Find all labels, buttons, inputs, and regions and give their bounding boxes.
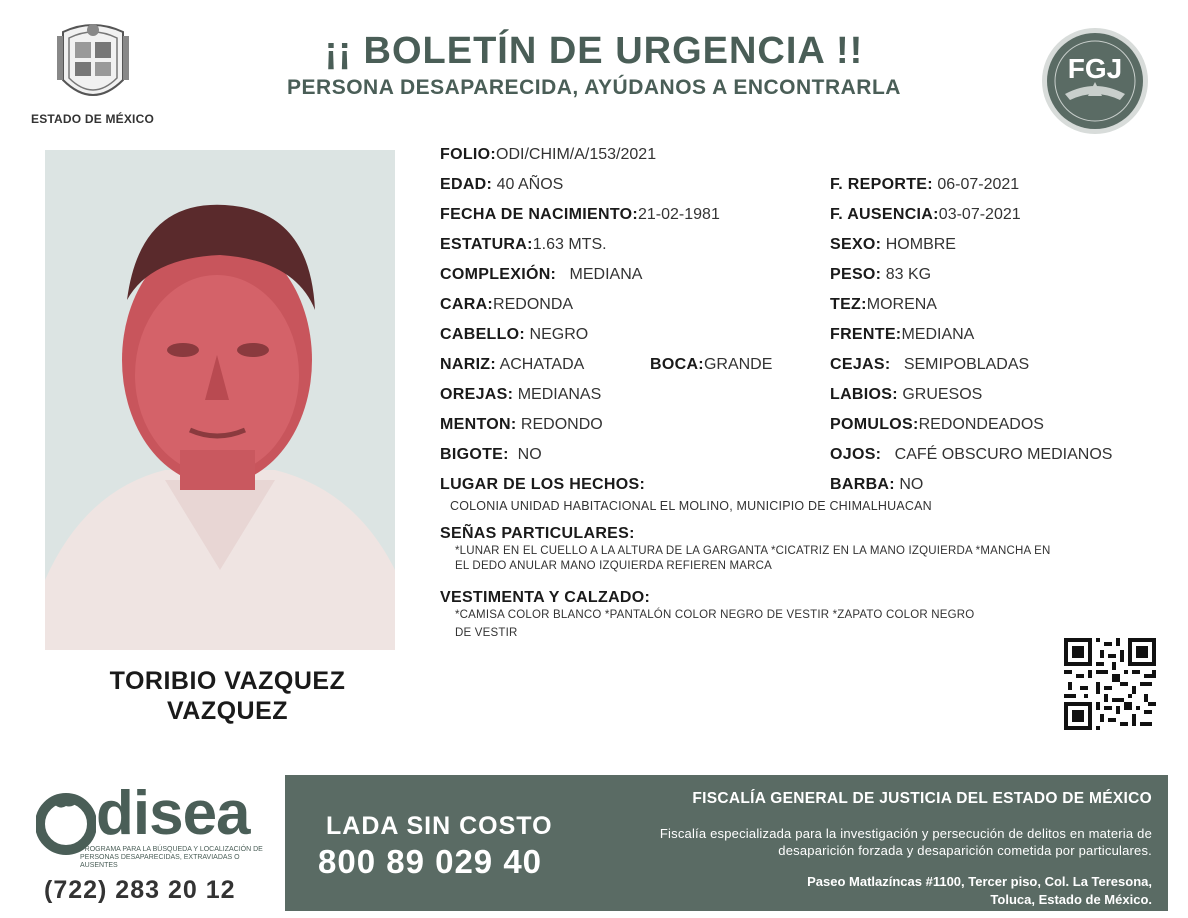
field-barba [830, 475, 923, 495]
pomulos-value: REDONDEADOS [918, 416, 1044, 433]
field-folio [440, 145, 656, 165]
cejas-value: SEMIPOBLADAS [903, 356, 1030, 373]
lugar-value: COLONIA UNIDAD HABITACIONAL EL MOLINO, MUNICIPIO DE CHIMALHUACAN [450, 499, 932, 513]
field-sexo [830, 235, 956, 255]
odisea-program-text: PROGRAMA PARA LA BÚSQUEDA Y LOCALIZACIÓN DE PERSONAS DESAPARECIDAS, EXTRAVIADAS O AUSENTES [80, 846, 263, 869]
folio-label: FOLIO: [440, 146, 497, 163]
qr-code-icon [1064, 638, 1156, 730]
labios-label: LABIOS: [830, 386, 898, 403]
qr-code[interactable] [1064, 638, 1156, 730]
nariz-label: NARIZ: [440, 356, 497, 373]
ojos-label: OJOS: [830, 446, 882, 463]
fgj-description: Fiscalía especializada para la investigación y persecución de delitos en materia de desaparición forzada y desaparición cometida por particulares. [659, 826, 1152, 858]
field-fecha-nacimiento [440, 205, 720, 225]
address-line1: Paseo Matlazíncas #1100, Tercer piso, Col. La Teresona, [807, 874, 1152, 889]
senas-line2: EL DEDO ANULAR MANO IZQUIERDA REFIEREN MARCA [455, 560, 773, 572]
fgj-seal [1040, 26, 1150, 136]
field-lugar [440, 475, 645, 495]
person-name-line2: VAZQUEZ [166, 697, 289, 725]
edad-value: 40 AÑOS [496, 176, 564, 193]
person-name-line1: TORIBIO VAZQUEZ [109, 667, 346, 695]
pomulos-label: POMULOS: [830, 416, 919, 433]
fecha-nacimiento-label: FECHA DE NACIMIENTO: [440, 206, 638, 223]
vestimenta-line2: DE VESTIR [455, 627, 518, 639]
f-ausencia-label: F. AUSENCIA: [830, 206, 939, 223]
nariz-value: ACHATADA [499, 356, 585, 373]
field-edad [440, 175, 563, 195]
field-ojos [830, 445, 1112, 465]
field-labios [830, 385, 982, 405]
barba-value: NO [899, 476, 924, 493]
odisea-wordmark: disea [96, 779, 250, 848]
person-name [45, 666, 410, 726]
menton-label: MENTON: [440, 416, 517, 433]
f-reporte-value: 06-07-2021 [937, 176, 1020, 193]
folio-value: ODI/CHIM/A/153/2021 [496, 146, 657, 163]
estatura-label: ESTATURA: [440, 236, 533, 253]
labios-value: GRUESOS [902, 386, 983, 403]
frente-value: MEDIANA [901, 326, 975, 343]
field-estatura [440, 235, 607, 255]
toll-free-number[interactable]: 800 89 029 40 [318, 843, 543, 880]
estatura-value: 1.63 MTS. [532, 236, 607, 253]
tez-value: MORENA [866, 296, 937, 313]
barba-label: BARBA: [830, 476, 895, 493]
menton-value: REDONDO [520, 416, 603, 433]
orejas-value: MEDIANAS [517, 386, 602, 403]
fecha-nacimiento-value: 21-02-1981 [638, 206, 720, 223]
complexion-value: MEDIANA [569, 266, 643, 283]
field-tez [830, 295, 937, 315]
orejas-label: OREJAS: [440, 386, 514, 403]
peso-value: 83 KG [885, 266, 932, 283]
person-portrait-icon [45, 150, 395, 650]
f-reporte-label: F. REPORTE: [830, 176, 933, 193]
field-cejas [830, 355, 1029, 375]
fgj-address [682, 873, 1152, 909]
address-line2: Toluca, Estado de México. [990, 892, 1152, 907]
senas-label: SEÑAS PARTICULARES: [440, 525, 635, 542]
ojos-value: CAFÉ OBSCURO MEDIANOS [894, 446, 1113, 463]
lugar-label: LUGAR DE LOS HECHOS: [440, 476, 646, 493]
fgj-seal-icon [1040, 26, 1150, 136]
boca-label: BOCA: [650, 356, 704, 373]
boca-value: GRANDE [703, 356, 773, 373]
bulletin-title: ¡¡ BOLETÍN DE URGENCIA !! [324, 30, 864, 72]
frente-label: FRENTE: [830, 326, 902, 343]
state-caption: ESTADO DE MÉXICO [31, 112, 154, 126]
field-complexion [440, 265, 642, 285]
field-orejas [440, 385, 601, 405]
field-bigote [440, 445, 542, 465]
cabello-label: CABELLO: [440, 326, 526, 343]
missing-person-photo [45, 150, 395, 650]
cara-label: CARA: [440, 296, 494, 313]
complexion-label: COMPLEXIÓN: [440, 266, 557, 283]
bigote-label: BIGOTE: [440, 446, 509, 463]
field-cara [440, 295, 573, 315]
odisea-phone[interactable]: (722) 283 20 12 [44, 876, 236, 904]
f-ausencia-value: 03-07-2021 [938, 206, 1021, 223]
field-peso [830, 265, 931, 285]
bigote-value: NO [517, 446, 542, 463]
cabello-value: NEGRO [529, 326, 589, 343]
fgj-logo-text: FGJ [1067, 53, 1123, 84]
field-cabello [440, 325, 588, 345]
tez-label: TEZ: [830, 296, 867, 313]
field-boca [650, 355, 772, 375]
field-frente [830, 325, 974, 345]
field-nariz [440, 355, 584, 375]
bulletin-subtitle: PERSONA DESAPARECIDA, AYÚDANOS A ENCONTRARLA [287, 76, 901, 99]
cara-value: REDONDA [493, 296, 574, 313]
sexo-value: HOMBRE [885, 236, 956, 253]
edad-label: EDAD: [440, 176, 493, 193]
fgj-name: FISCALÍA GENERAL DE JUSTICIA DEL ESTADO DE MÉXICO [692, 790, 1152, 807]
field-pomulos [830, 415, 1044, 435]
peso-label: PESO: [830, 266, 882, 283]
toll-free-label: LADA SIN COSTO [326, 812, 553, 840]
vestimenta-label: VESTIMENTA Y CALZADO: [440, 589, 651, 606]
field-menton [440, 415, 603, 435]
senas-line1: *LUNAR EN EL CUELLO A LA ALTURA DE LA GARGANTA *CICATRIZ EN LA MANO IZQUIERDA *MANCHA EN [455, 545, 1051, 557]
field-f-ausencia [830, 205, 1021, 225]
cejas-label: CEJAS: [830, 356, 891, 373]
field-f-reporte [830, 175, 1019, 195]
vestimenta-line1: *CAMISA COLOR BLANCO *PANTALÓN COLOR NEGRO DE VESTIR *ZAPATO COLOR NEGRO [455, 609, 975, 621]
sexo-label: SEXO: [830, 236, 882, 253]
